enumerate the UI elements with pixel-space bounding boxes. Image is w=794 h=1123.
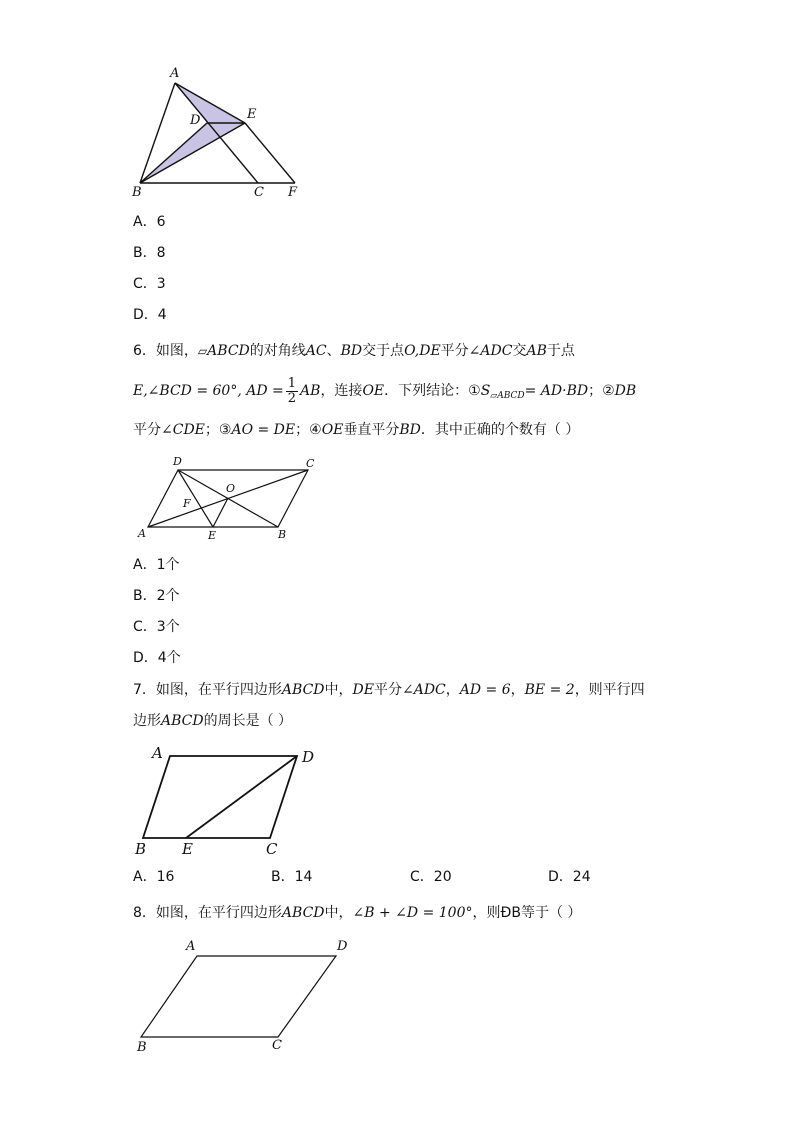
q8-stem-line-1: 8．如图，在平行四边形ABCD中，∠B + ∠D = 100°，则ÐB等于（ ） — [133, 905, 582, 921]
fraction-one-half: $\frac{1}{2}$ — [287, 375, 297, 406]
option-key: C． — [133, 276, 157, 292]
point-label-d: D — [190, 113, 201, 128]
point-label-c: C — [306, 457, 315, 470]
point-label-c: C — [266, 840, 278, 858]
point-label-a: A — [152, 744, 163, 762]
option-value: 8 — [156, 245, 166, 261]
option-key: C． — [410, 869, 434, 885]
point-label-b: B — [132, 185, 142, 200]
point-label-e: E — [247, 107, 257, 122]
point-label-b: B — [135, 840, 147, 858]
option-value: 24 — [572, 869, 591, 885]
point-label-e: E — [182, 840, 193, 858]
point-label-a: A — [170, 66, 180, 81]
option-key: D． — [133, 650, 158, 666]
point-label-c: C — [272, 1038, 282, 1053]
q7-stem-line-2: 边形ABCD的周长是（ ） — [133, 713, 293, 729]
point-label-d: D — [173, 455, 182, 468]
q7-stem-line-1: 7．如图，在平行四边形ABCD中，DE平分∠ADC，AD = 6，BE = 2，则平行四 — [133, 682, 645, 698]
option-value: 3 — [156, 276, 166, 292]
option-value: 1个 — [156, 557, 180, 573]
option-value: 6 — [156, 214, 166, 230]
option-key: A． — [133, 869, 157, 885]
option-key: B． — [271, 869, 295, 885]
option-value: 16 — [156, 869, 175, 885]
point-label-b: B — [278, 528, 287, 541]
option-key: C． — [133, 619, 157, 635]
point-label-c: C — [254, 185, 264, 200]
q6-stem-line-2: E,∠BCD = 60°, AD = $\frac{1}{2}$ AB ，连接 OE ．下列结论：① S ▱ABCD = AD·BD ；② DB — [133, 375, 637, 406]
option-key: A． — [133, 557, 157, 573]
parallelogram-icon: ▱ — [197, 344, 208, 358]
option-value: 2个 — [156, 588, 180, 604]
q6-stem-line-1: 6．如图，▱ABCD的对角线AC、BD交于点O,DE平分∠ADC交AB于点 — [133, 343, 575, 359]
option-value: 4 — [157, 307, 167, 323]
point-label-e: E — [208, 529, 217, 542]
point-label-a: A — [138, 527, 146, 540]
option-key: D． — [548, 869, 573, 885]
parallelogram-icon: ▱ — [490, 391, 498, 401]
point-label-d: D — [302, 748, 315, 766]
option-value: 14 — [294, 869, 313, 885]
point-label-a: A — [186, 939, 196, 954]
option-key: B． — [133, 588, 157, 604]
q6-stem-line-3: 平分∠CDE；③AO = DE；④OE垂直平分BD．其中正确的个数有（ ） — [133, 422, 580, 438]
option-key: A． — [133, 214, 157, 230]
point-label-f: F — [183, 497, 191, 510]
option-value: 3个 — [156, 619, 180, 635]
option-key: B． — [133, 245, 157, 261]
point-label-f: F — [288, 185, 298, 200]
option-value: 20 — [433, 869, 452, 885]
option-key: D． — [133, 307, 158, 323]
point-label-o: O — [226, 482, 236, 495]
option-value: 4个 — [157, 650, 181, 666]
point-label-b: B — [137, 1040, 147, 1055]
point-label-d: D — [337, 939, 348, 954]
